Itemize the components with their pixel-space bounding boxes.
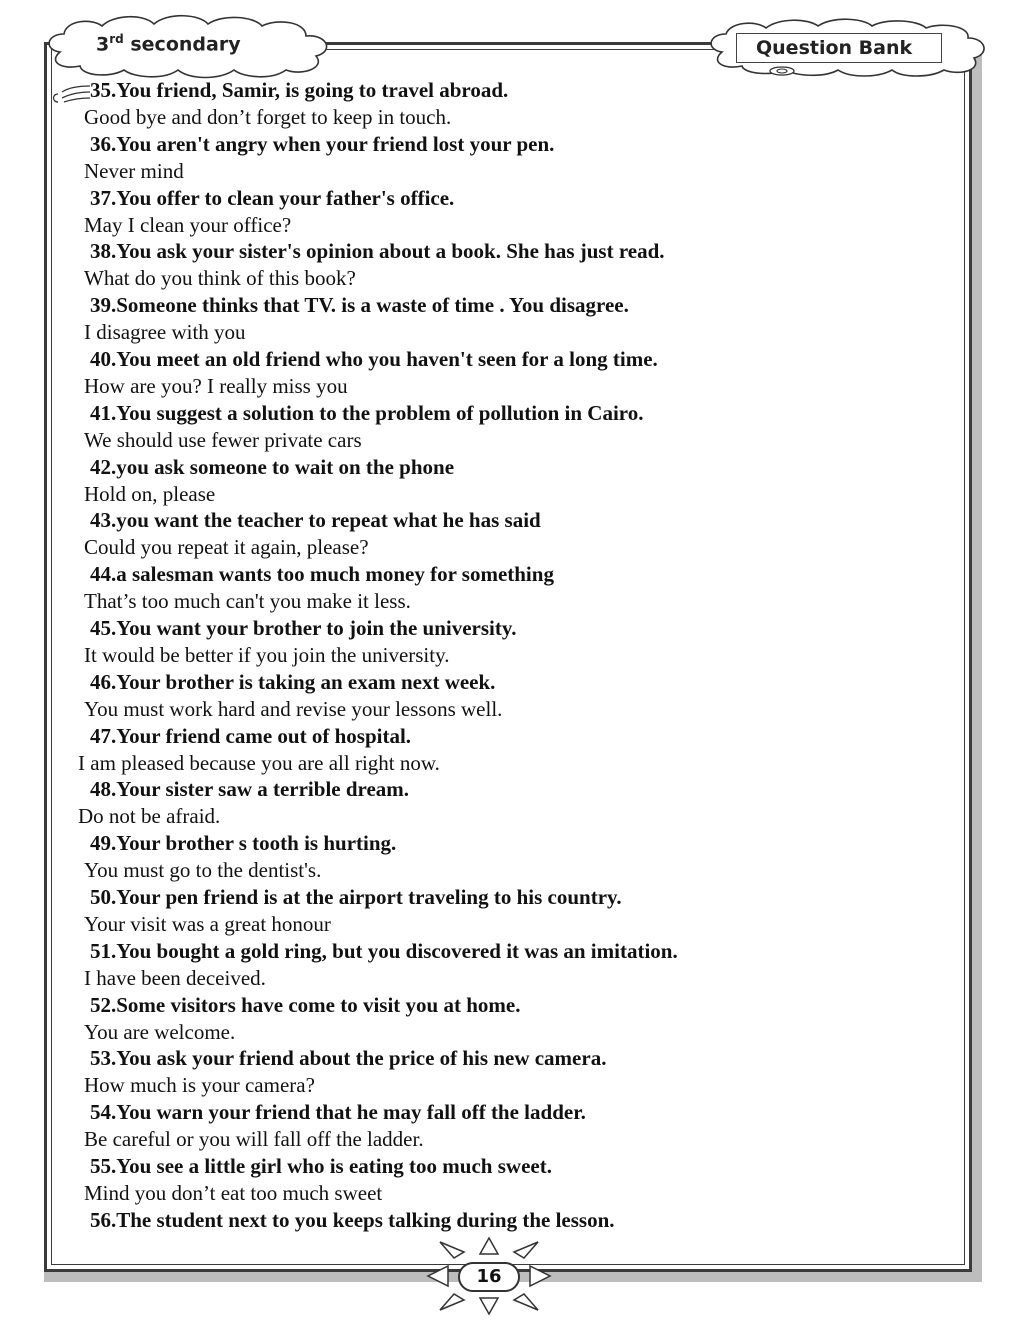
answer-item: I am pleased because you are all right now. (78, 750, 440, 775)
answer-item: Your visit was a great honour (84, 911, 331, 936)
question-item: 45.You want your brother to join the university. (90, 616, 517, 640)
question-item: 42.you ask someone to wait on the phone (90, 454, 455, 479)
question-item: 41.You suggest a solution to the problem of pollution in Cairo. (90, 400, 644, 425)
question-item: 53.You ask your friend about the price of his new camera. (90, 1046, 607, 1071)
answer-item: Mind you don’t eat too much sweet (84, 1180, 383, 1205)
question-item: 52.Some visitors have come to visit you at home. (90, 992, 521, 1017)
question-item: 46.Your brother is taking an exam next week. (90, 669, 496, 694)
answer-item: How much is your camera? (84, 1073, 315, 1098)
question-item: 49.Your brother s tooth is hurting. (90, 831, 397, 856)
question-item: 50.Your pen friend is at the airport traveling to his country. (90, 885, 622, 909)
answer-item: That’s too much can't you make it less. (84, 589, 411, 614)
answer-item: I disagree with you (84, 320, 246, 345)
answer-item: Be careful or you will fall off the ladder. (84, 1127, 424, 1152)
question-item: 39.Someone thinks that TV. is a waste of time . You disagree. (90, 293, 629, 318)
answer-item: What do you think of this book? (84, 266, 356, 291)
grade-text: secondary (123, 33, 241, 56)
answer-item: How are you? I really miss you (84, 373, 348, 398)
answer-item: Do not be afraid. (78, 804, 221, 829)
answer-item: You must work hard and revise your lessons well. (84, 696, 503, 721)
question-bank-label: Question Bank (756, 37, 913, 59)
question-item: 51.You bought a gold ring, but you discovered it was an imitation. (90, 938, 678, 963)
answer-item: Good bye and don’t forget to keep in touch. (84, 104, 452, 129)
question-item: 40.You meet an old friend who you haven't seen for a long time. (90, 347, 658, 371)
grade-suffix: rd (109, 32, 124, 46)
answer-item: Hold on, please (84, 481, 216, 506)
answer-item: We should use fewer private cars (84, 427, 362, 452)
question-item: 47.Your friend came out of hospital. (90, 723, 412, 748)
question-item: 44.a salesman wants too much money for something (90, 562, 554, 587)
question-item: 43.you want the teacher to repeat what he has said (90, 508, 541, 533)
question-item: 37.You offer to clean your father's office. (90, 185, 455, 210)
answer-item: Could you repeat it again, please? (84, 535, 369, 560)
grade-number: 3 (96, 33, 110, 56)
answer-item: Never mind (84, 158, 184, 183)
page-number: 16 (458, 1262, 520, 1292)
question-item: 48.Your sister saw a terrible dream. (90, 777, 410, 802)
question-item: 54.You warn your friend that he may fall off the ladder. (90, 1100, 586, 1125)
question-item: 55.You see a little girl who is eating too much sweet. (90, 1154, 552, 1178)
answer-item: It would be better if you join the university. (84, 642, 450, 667)
answer-item: You must go to the dentist's. (84, 858, 322, 883)
grade-label (96, 32, 241, 55)
question-item: 35.You friend, Samir, is going to travel abroad. (90, 78, 509, 102)
question-item: 56.The student next to you keeps talking during the lesson. (90, 1207, 615, 1232)
question-item: 38.You ask your sister's opinion about a book. She has just read. (90, 239, 665, 264)
question-item: 36.You aren't angry when your friend lost your pen. (90, 131, 555, 156)
answer-item: You are welcome. (84, 1019, 236, 1044)
answer-item: I have been deceived. (84, 965, 266, 990)
answer-item: May I clean your office? (84, 212, 292, 237)
